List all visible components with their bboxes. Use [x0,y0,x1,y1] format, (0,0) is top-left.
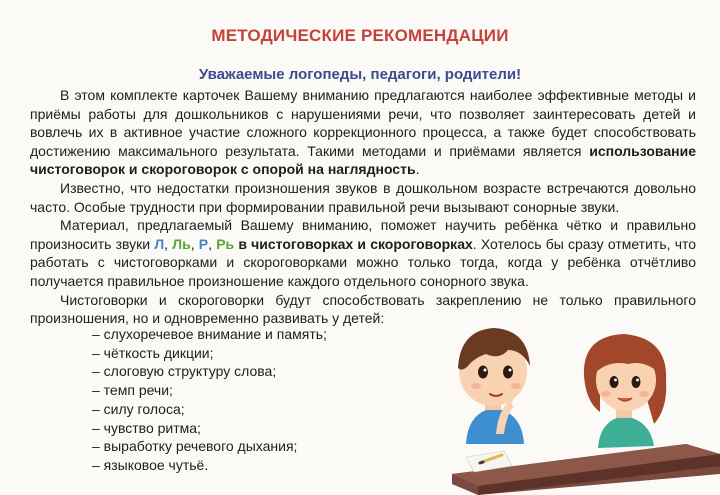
paragraph-1 [30,86,696,179]
list-item: – выработку речевого дыхания; [92,438,298,455]
greeting-subtitle: Уважаемые логопеды, педагоги, родители! [198,66,522,83]
paragraph-3-emphasis: в чистоговорках и скороговорках [234,235,473,252]
desk-icon [452,444,720,495]
sound-rj: Рь [216,235,235,252]
paragraph-1-end: . [415,161,420,178]
separator: , [164,235,173,252]
paragraph-2: Известно, что недостатки произношения звуков в дошкольном возрасте встречаются довольно часто. Особые трудности при формировании правильной речи вызывают сонорные звуки. [30,179,696,215]
list-item: – силу голоса; [92,400,185,417]
paragraph-1-text: В этом комплекте карточек Вашему вниманию предлагаются наиболее эффективные методы и приёмы работы для дошкольников с нарушениями речи, что позволяет заинтересовать детей и вовлечь их в активное участие сложного коррекционного процесса, а также будет способствовать достижению максимального результата. Такими методами и приёмами является [30,87,696,159]
list-item: – чёткость дикции; [92,344,214,361]
boy-figure-icon [458,328,530,444]
separator: , [208,235,217,252]
body-text [30,86,696,328]
list-item: – слухоречевое внимание и память; [92,326,327,342]
separator: , [190,235,199,252]
sound-r: Р [198,235,209,252]
list-item: – языковое чутьё. [92,456,209,473]
paragraph-3-start: Материал, предлагаемый Вашему вниманию, поможет научить ребёнка чётко и правильно произносить звуки [30,217,696,252]
skills-list [92,325,327,475]
sound-l: Л [154,235,165,252]
list-item: – слоговую структуру слова; [92,363,277,380]
sound-lj: Ль [172,235,191,252]
list-item: – чувство ритма; [92,419,201,436]
girl-figure-icon [584,334,666,448]
paragraph-1-emphasis: использование чистоговорок и скороговорок с опорой на наглядность [30,142,696,178]
page-title: МЕТОДИЧЕСКИЕ РЕКОМЕНДАЦИИ [211,26,509,45]
paragraph-3 [30,216,696,290]
paragraph-3-end: . Хотелось бы сразу отметить, что работать с чистоговорками и скороговорками можно только тогда, когда у ребёнка отчётливо получается правильное произношение каждого отдельного сонорного звука. [30,235,697,289]
list-item: – темп речи; [92,382,173,399]
children-talking-illustration [438,316,720,495]
paragraph-4: Чистоговорки и скороговорки будут способствовать закреплению не только правильного произношения, но и одновременно развивать у детей: [30,291,696,327]
